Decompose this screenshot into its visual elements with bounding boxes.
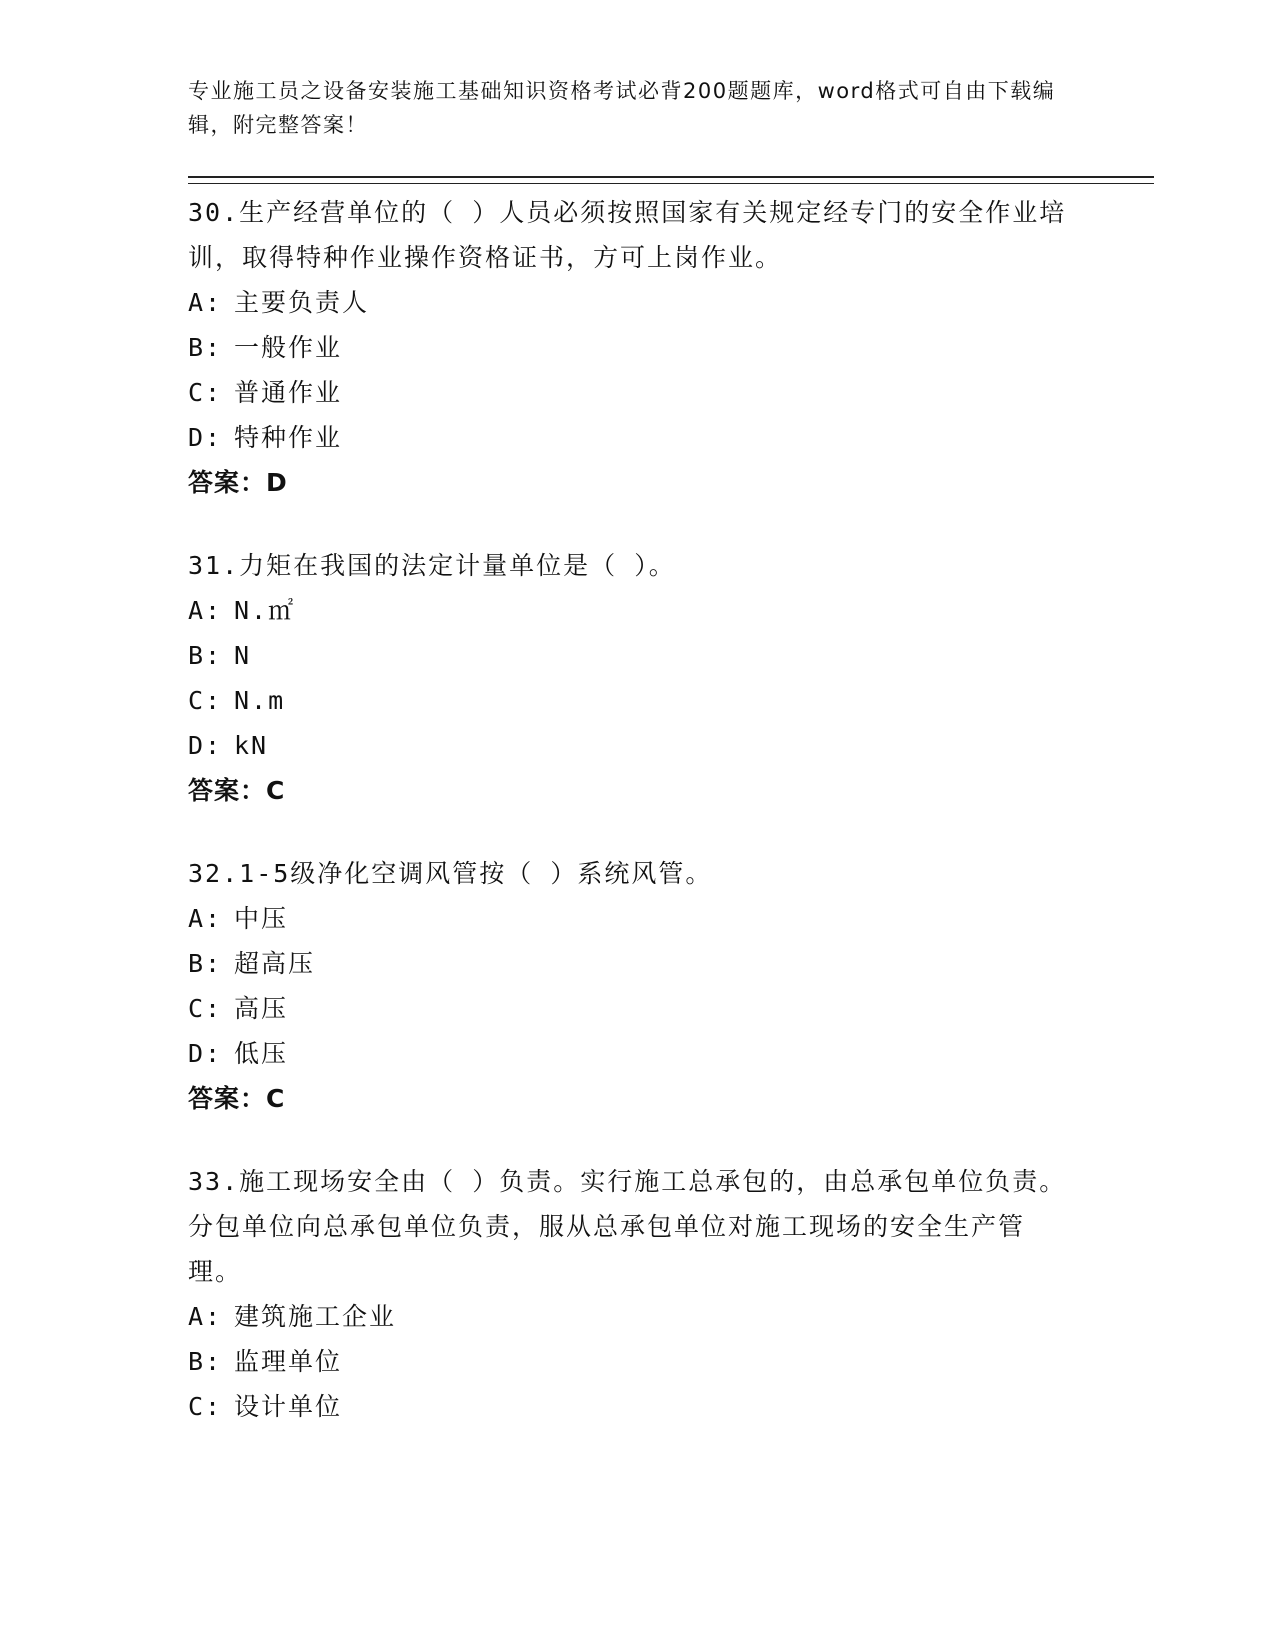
question-31 bbox=[188, 543, 1068, 813]
question-text: 30.生产经营单位的（ ）人员必须按照国家有关规定经专门的安全作业培训，取得特种作业操作资格证书，方可上岗作业。 bbox=[188, 198, 1067, 272]
option-a bbox=[188, 896, 1068, 941]
option-key: C: bbox=[188, 1392, 223, 1421]
option-text: 低压 bbox=[234, 1039, 289, 1068]
document-header: 专业施工员之设备安装施工基础知识资格考试必背200题题库，word格式可自由下载编辑，附完整答案！ bbox=[188, 79, 1056, 137]
option-b bbox=[188, 325, 1068, 370]
option-key: B: bbox=[188, 333, 223, 362]
option-key: B: bbox=[188, 1347, 223, 1376]
question-text: 31.力矩在我国的法定计量单位是（ ）。 bbox=[188, 551, 676, 580]
option-text: 建筑施工企业 bbox=[234, 1302, 397, 1331]
question-32 bbox=[188, 851, 1068, 1121]
option-key: D: bbox=[188, 423, 223, 452]
question-text: 33.施工现场安全由（ ）负责。实行施工总承包的，由总承包单位负责。分包单位向总承包单位负责，服从总承包单位对施工现场的安全生产管理。 bbox=[188, 1167, 1067, 1286]
option-c bbox=[188, 678, 1068, 723]
option-c bbox=[188, 986, 1068, 1031]
option-b bbox=[188, 941, 1068, 986]
option-key: A: bbox=[188, 1302, 223, 1331]
header-divider-thick bbox=[188, 176, 1154, 178]
question-text: 32.1-5级净化空调风管按（ ）系统风管。 bbox=[188, 859, 713, 888]
option-c bbox=[188, 1384, 1068, 1429]
option-key: D: bbox=[188, 1039, 223, 1068]
answer-line: 答案：D bbox=[188, 468, 288, 497]
option-d bbox=[188, 415, 1068, 460]
option-key: B: bbox=[188, 641, 223, 670]
option-text: 主要负责人 bbox=[234, 288, 370, 317]
question-33 bbox=[188, 1159, 1068, 1429]
option-key: A: bbox=[188, 288, 223, 317]
option-text: 超高压 bbox=[234, 949, 316, 978]
header-divider-thin bbox=[188, 183, 1154, 184]
option-text: 中压 bbox=[234, 904, 289, 933]
answer-line: 答案：C bbox=[188, 776, 286, 805]
option-key: C: bbox=[188, 686, 223, 715]
question-30 bbox=[188, 190, 1068, 505]
option-text: N.m bbox=[234, 686, 286, 715]
option-d bbox=[188, 1031, 1068, 1076]
option-d bbox=[188, 723, 1068, 768]
option-b bbox=[188, 1339, 1068, 1384]
option-text: 高压 bbox=[234, 994, 289, 1023]
option-a bbox=[188, 1294, 1068, 1339]
option-key: B: bbox=[188, 949, 223, 978]
option-text: N bbox=[234, 641, 252, 670]
option-text: N.㎡ bbox=[234, 596, 296, 625]
option-c bbox=[188, 370, 1068, 415]
option-key: C: bbox=[188, 994, 223, 1023]
option-a bbox=[188, 280, 1068, 325]
option-text: 普通作业 bbox=[234, 378, 343, 407]
option-key: C: bbox=[188, 378, 223, 407]
option-text: 监理单位 bbox=[234, 1347, 343, 1376]
option-key: A: bbox=[188, 904, 223, 933]
option-key: A: bbox=[188, 596, 223, 625]
option-text: 一般作业 bbox=[234, 333, 343, 362]
question-list bbox=[188, 190, 1068, 1467]
option-key: D: bbox=[188, 731, 223, 760]
option-a bbox=[188, 588, 1068, 633]
option-text: kN bbox=[234, 731, 269, 760]
option-text: 设计单位 bbox=[234, 1392, 343, 1421]
option-text: 特种作业 bbox=[234, 423, 343, 452]
option-b bbox=[188, 633, 1068, 678]
answer-line: 答案：C bbox=[188, 1084, 286, 1113]
